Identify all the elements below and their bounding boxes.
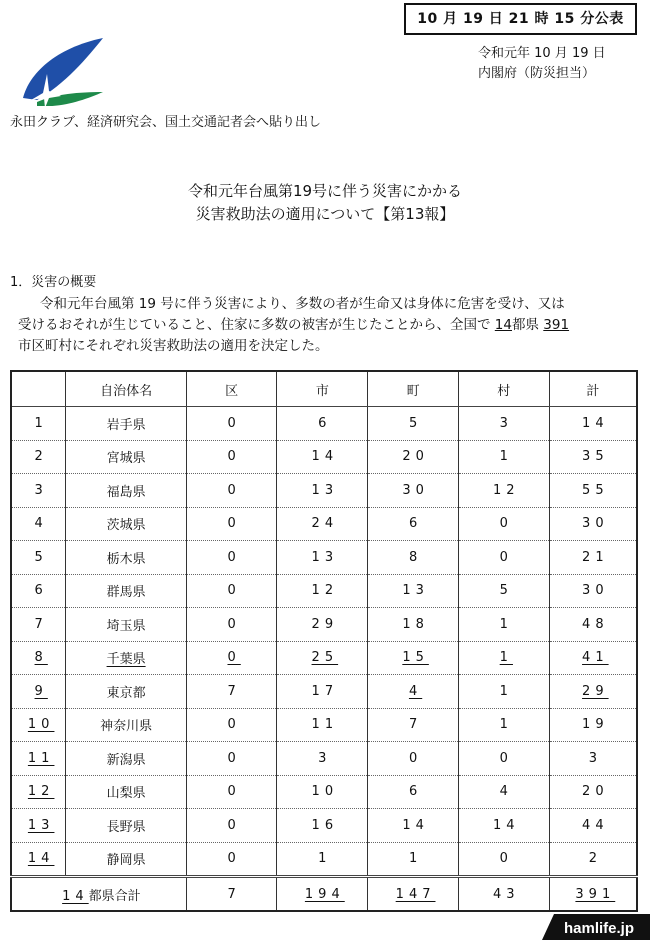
- cell-total: [549, 775, 637, 809]
- cell-town: [368, 742, 459, 776]
- city-value: 11: [311, 717, 339, 733]
- city-value: 24: [311, 516, 339, 532]
- cell-municipality: [66, 507, 186, 541]
- cell-village: [458, 708, 549, 742]
- municipality-value: 栃木県: [106, 551, 146, 567]
- cell-row-no: [11, 775, 66, 809]
- cell-ward: [186, 675, 277, 709]
- cell-municipality: [66, 809, 186, 843]
- village-value: 0: [499, 750, 513, 766]
- ward-value: 0: [227, 650, 241, 666]
- cell-village: [458, 775, 549, 809]
- city-value: 13: [311, 482, 339, 498]
- cell-city: [277, 641, 368, 675]
- town-value: 6: [408, 516, 423, 532]
- header-total: 計: [549, 371, 637, 407]
- village-value: 0: [499, 516, 513, 532]
- row-no-value: 14: [27, 851, 55, 867]
- header-municipality: 自治体名: [66, 371, 186, 407]
- total-value: 147: [395, 886, 436, 902]
- cell-town: [368, 842, 459, 877]
- municipality-value: 宮城県: [106, 451, 146, 467]
- row-no-value: 8: [34, 650, 48, 666]
- total-value: 41: [582, 650, 609, 666]
- cell-row-no: [11, 440, 66, 474]
- city-value: 12: [311, 583, 339, 599]
- header-village: 村: [458, 371, 549, 407]
- cell-city: [277, 708, 368, 742]
- cell-ward: [186, 574, 277, 608]
- town-value: 1: [408, 851, 423, 867]
- cell-town: [368, 507, 459, 541]
- total-value: 19: [582, 717, 609, 733]
- total-value: 3: [588, 750, 602, 766]
- logo-blue-leaf: [23, 38, 103, 100]
- total-value: 7: [227, 886, 241, 902]
- town-value: 5: [408, 415, 423, 431]
- city-value: 6: [318, 415, 332, 431]
- table-row: [11, 440, 637, 474]
- municipality-value: 静岡県: [106, 853, 146, 869]
- town-value: 4: [408, 683, 423, 699]
- total-value: 43: [493, 886, 520, 902]
- cell-town: [368, 775, 459, 809]
- cell-village: [458, 641, 549, 675]
- cell-city: [277, 541, 368, 575]
- cell-town: [368, 708, 459, 742]
- town-value: 0: [408, 750, 423, 766]
- header-town: 町: [368, 371, 459, 407]
- village-value: 1: [499, 616, 513, 632]
- cell-total: [549, 742, 637, 776]
- total-value: 30: [582, 583, 609, 599]
- total-value: 194: [304, 886, 345, 902]
- posting-notice: 永田クラブ、経済研究会、国土交通記者会へ貼り出し: [10, 115, 321, 130]
- cell-village: [458, 809, 549, 843]
- cell-ward: [186, 541, 277, 575]
- cell-city: [277, 775, 368, 809]
- table-row: [11, 708, 637, 742]
- village-value: 1: [499, 717, 513, 733]
- ward-value: 0: [227, 784, 241, 800]
- cell-total: [549, 474, 637, 508]
- table-total-row: [11, 877, 637, 912]
- total-value: 48: [582, 616, 609, 632]
- cell-municipality: [66, 474, 186, 508]
- cell-ward: [186, 507, 277, 541]
- municipality-value: 福島県: [106, 484, 146, 500]
- town-value: 15: [402, 650, 429, 666]
- table-row: [11, 474, 637, 508]
- row-no-value: 3: [34, 482, 48, 498]
- cell-ward: [186, 775, 277, 809]
- row-no-value: 12: [27, 784, 55, 800]
- town-value: 30: [402, 482, 429, 498]
- ward-value: 0: [227, 516, 241, 532]
- town-value: 6: [408, 784, 423, 800]
- total-value: 391: [575, 886, 616, 902]
- town-value: 14: [402, 817, 429, 833]
- summary-line2: [18, 313, 569, 333]
- municipality-value: 茨城県: [106, 518, 146, 534]
- cell-municipality: [66, 708, 186, 742]
- document-date: 令和元年 10 月 19 日: [478, 46, 606, 61]
- cell-row-no: [11, 608, 66, 642]
- total-label: [11, 877, 186, 912]
- cell-row-no: [11, 842, 66, 877]
- cell-ward: [186, 474, 277, 508]
- cell-row-no: [11, 541, 66, 575]
- section-heading: 1．災害の概要: [10, 275, 97, 290]
- total-value: 35: [582, 449, 609, 465]
- cell-total: [549, 675, 637, 709]
- city-value: 10: [311, 784, 339, 800]
- ward-value: 7: [227, 683, 241, 699]
- town-value: 8: [408, 549, 423, 565]
- village-value: 3: [499, 415, 513, 431]
- cell-town: [368, 541, 459, 575]
- total-value: 2: [588, 851, 602, 867]
- cell-village: [458, 507, 549, 541]
- cell-village: [458, 474, 549, 508]
- cell-total: [549, 842, 637, 877]
- cell-row-no: [11, 474, 66, 508]
- cell-municipality: [66, 742, 186, 776]
- cell-city: [277, 675, 368, 709]
- table-row: [11, 641, 637, 675]
- total-value: 44: [582, 817, 609, 833]
- cell-town: [368, 474, 459, 508]
- ward-value: 0: [227, 415, 241, 431]
- cell-ward: [186, 708, 277, 742]
- cell-municipality: [66, 407, 186, 441]
- municipality-count: 391: [543, 317, 570, 333]
- release-time-box: 10 月 19 日 21 時 15 分公表: [404, 3, 637, 35]
- row-no-value: 11: [27, 750, 55, 766]
- total-value: 14: [582, 415, 609, 431]
- cell-town: [368, 608, 459, 642]
- cell-village: [458, 675, 549, 709]
- header-no: [11, 371, 66, 407]
- table-row: [11, 407, 637, 441]
- cell-row-no: [11, 407, 66, 441]
- cell-municipality: [66, 675, 186, 709]
- cell-row-no: [11, 742, 66, 776]
- row-no-value: 10: [27, 717, 55, 733]
- municipality-value: 岩手県: [106, 417, 146, 433]
- cell-village: [458, 608, 549, 642]
- cell-village: [458, 407, 549, 441]
- cell-row-no: [11, 574, 66, 608]
- total-town: [368, 877, 459, 912]
- row-no-value: 7: [34, 616, 48, 632]
- cell-ward: [186, 641, 277, 675]
- ward-value: 0: [227, 616, 241, 632]
- table-row: [11, 842, 637, 877]
- table-header-row: [11, 371, 637, 407]
- town-value: 13: [402, 583, 429, 599]
- ward-value: 0: [227, 482, 241, 498]
- summary-line3: 市区町村にそれぞれ災害救助法の適用を決定した。: [18, 338, 329, 354]
- cell-total: [549, 608, 637, 642]
- row-no-value: 4: [34, 516, 48, 532]
- table-row: [11, 608, 637, 642]
- cell-municipality: [66, 541, 186, 575]
- cell-municipality: [66, 608, 186, 642]
- cell-total: [549, 440, 637, 474]
- municipality-value: 千葉県: [106, 652, 146, 668]
- cell-row-no: [11, 675, 66, 709]
- city-value: 29: [311, 616, 339, 632]
- row-no-value: 2: [34, 449, 48, 465]
- village-value: 1: [499, 683, 513, 699]
- ward-value: 0: [227, 750, 241, 766]
- ward-value: 0: [227, 449, 241, 465]
- cell-village: [458, 742, 549, 776]
- cell-city: [277, 474, 368, 508]
- cell-row-no: [11, 809, 66, 843]
- table-row: [11, 507, 637, 541]
- total-label-text: 都県合計: [88, 888, 141, 904]
- municipality-value: 山梨県: [106, 786, 146, 802]
- cell-town: [368, 675, 459, 709]
- cell-ward: [186, 842, 277, 877]
- city-value: 16: [311, 817, 339, 833]
- cell-city: [277, 842, 368, 877]
- town-value: 7: [408, 717, 423, 733]
- cell-total: [549, 507, 637, 541]
- cell-town: [368, 574, 459, 608]
- row-no-value: 6: [34, 583, 48, 599]
- total-value: 29: [582, 683, 609, 699]
- cell-town: [368, 440, 459, 474]
- header-city: 市: [277, 371, 368, 407]
- disaster-relief-table: [10, 370, 638, 912]
- cell-row-no: [11, 641, 66, 675]
- row-no-value: 1: [34, 415, 48, 431]
- town-value: 18: [402, 616, 429, 632]
- cell-municipality: [66, 440, 186, 474]
- cell-city: [277, 440, 368, 474]
- ward-value: 0: [227, 583, 241, 599]
- cell-city: [277, 608, 368, 642]
- total-value: 21: [582, 549, 609, 565]
- total-value: 20: [582, 784, 609, 800]
- table-row: [11, 742, 637, 776]
- cell-total: [549, 708, 637, 742]
- cell-town: [368, 407, 459, 441]
- municipality-value: 群馬県: [106, 585, 146, 601]
- village-value: 0: [499, 549, 513, 565]
- cell-city: [277, 742, 368, 776]
- village-value: 1: [499, 650, 513, 666]
- row-no-value: 13: [27, 817, 55, 833]
- cell-ward: [186, 608, 277, 642]
- page-title-line2: 災害救助法の適用について【第13報】: [195, 205, 455, 223]
- row-no-value: 5: [34, 549, 48, 565]
- municipality-value: 神奈川県: [100, 719, 153, 735]
- village-value: 4: [499, 784, 513, 800]
- cell-total: [549, 641, 637, 675]
- row-no-value: 9: [34, 683, 48, 699]
- city-value: 17: [311, 683, 339, 699]
- city-value: 3: [318, 750, 332, 766]
- city-value: 13: [311, 549, 339, 565]
- ward-value: 0: [227, 817, 241, 833]
- summary-line1: 令和元年台風第 19 号に伴う災害により、多数の者が生命又は身体に危害を受け、又は: [40, 296, 565, 312]
- issuing-office: 内閣府（防災担当）: [478, 66, 596, 81]
- cabinet-office-logo: [15, 36, 110, 106]
- header-ward: 区: [186, 371, 277, 407]
- village-value: 12: [493, 482, 520, 498]
- total-city: [277, 877, 368, 912]
- municipality-value: 埼玉県: [106, 618, 146, 634]
- cell-municipality: [66, 775, 186, 809]
- total-prefecture-count: 14: [62, 888, 89, 904]
- cell-municipality: [66, 641, 186, 675]
- table-row: [11, 574, 637, 608]
- cell-ward: [186, 742, 277, 776]
- village-value: 1: [499, 449, 513, 465]
- cell-city: [277, 809, 368, 843]
- cell-ward: [186, 440, 277, 474]
- table-row: [11, 809, 637, 843]
- page-title-line1: 令和元年台風第19号に伴う災害にかかる: [187, 182, 463, 200]
- total-sum: [549, 877, 637, 912]
- cell-total: [549, 407, 637, 441]
- table-row: [11, 675, 637, 709]
- cell-town: [368, 641, 459, 675]
- ward-value: 0: [227, 851, 241, 867]
- cell-row-no: [11, 708, 66, 742]
- cell-village: [458, 842, 549, 877]
- cell-city: [277, 507, 368, 541]
- cell-ward: [186, 407, 277, 441]
- cell-town: [368, 809, 459, 843]
- village-value: 14: [493, 817, 520, 833]
- cell-municipality: [66, 842, 186, 877]
- municipality-value: 東京都: [106, 685, 146, 701]
- summary-text: 都県: [511, 317, 544, 333]
- summary-text: 受けるおそれが生じていること、住家に多数の被害が生じたことから、全国で: [18, 317, 495, 333]
- total-village: [458, 877, 549, 912]
- town-value: 20: [402, 449, 429, 465]
- cell-total: [549, 574, 637, 608]
- city-value: 25: [311, 650, 339, 666]
- village-value: 0: [499, 851, 513, 867]
- municipality-value: 新潟県: [106, 752, 146, 768]
- table-row: [11, 541, 637, 575]
- cell-row-no: [11, 507, 66, 541]
- cell-city: [277, 407, 368, 441]
- ward-value: 0: [227, 717, 241, 733]
- cell-total: [549, 809, 637, 843]
- city-value: 14: [311, 449, 339, 465]
- village-value: 5: [499, 583, 513, 599]
- cell-ward: [186, 809, 277, 843]
- cell-village: [458, 541, 549, 575]
- ward-value: 0: [227, 549, 241, 565]
- cell-municipality: [66, 574, 186, 608]
- cell-village: [458, 574, 549, 608]
- total-value: 30: [582, 516, 609, 532]
- city-value: 1: [318, 851, 332, 867]
- table-row: [11, 775, 637, 809]
- cell-city: [277, 574, 368, 608]
- watermark-text: hamlife.jp: [564, 920, 635, 937]
- total-value: 55: [582, 482, 609, 498]
- cell-total: [549, 541, 637, 575]
- hamlife-watermark: [542, 914, 650, 940]
- cell-village: [458, 440, 549, 474]
- municipality-value: 長野県: [106, 819, 146, 835]
- total-ward: [186, 877, 277, 912]
- prefecture-count: 14: [494, 317, 512, 333]
